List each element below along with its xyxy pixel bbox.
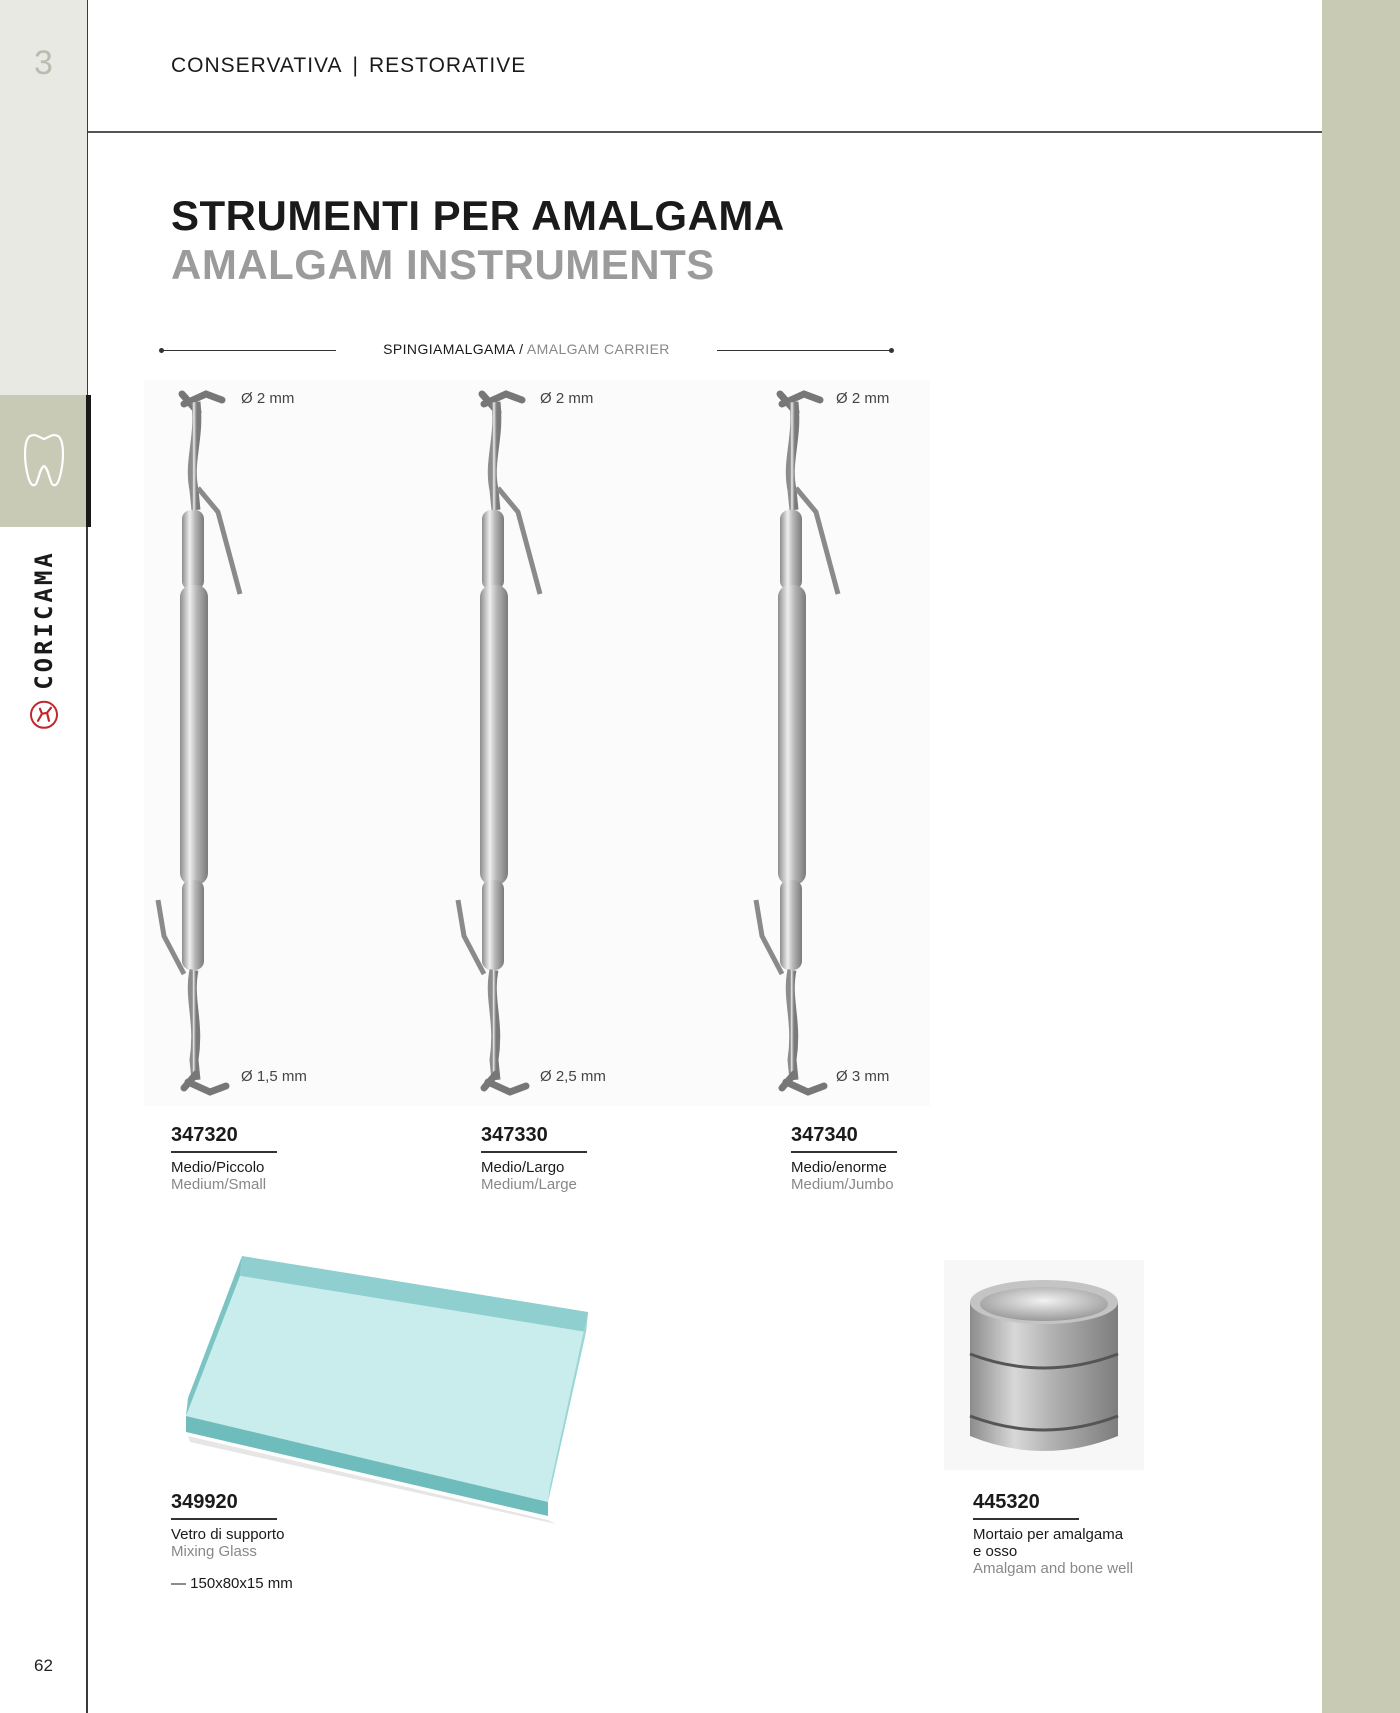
- section-heading: [336, 341, 717, 357]
- product-code: 445320: [973, 1491, 1040, 1513]
- diameter-top: Ø 2 mm: [540, 390, 594, 407]
- header-section-en: RESTORATIVE: [368, 54, 527, 77]
- diameter-bottom: Ø 3 mm: [836, 1068, 890, 1085]
- brand-name: CORICAMA: [30, 550, 58, 690]
- product-name-en: Mixing Glass: [171, 1543, 257, 1560]
- mortar-image-frame[interactable]: [944, 1260, 1144, 1470]
- section-heading-it: SPINGIAMALGAMA /: [383, 341, 524, 357]
- mixing-glass-image[interactable]: [176, 1248, 616, 1528]
- product-name-en: Amalgam and bone well: [973, 1560, 1134, 1577]
- section-rule-dot-right: [889, 348, 894, 353]
- product-name-en: Medium/Large: [481, 1176, 577, 1193]
- header-rule: [88, 131, 1322, 133]
- product-code: 347340: [791, 1124, 858, 1146]
- product-code-rule: [481, 1151, 587, 1153]
- page-title-it: STRUMENTI PER AMALGAMA: [171, 192, 785, 239]
- diameter-top: Ø 2 mm: [241, 390, 295, 407]
- tooth-icon: [22, 432, 66, 490]
- product-code: 347330: [481, 1124, 548, 1146]
- product-name-it-line2: e osso: [973, 1543, 1018, 1560]
- instrument-image-1[interactable]: [144, 380, 406, 1106]
- section-rule-left: [161, 350, 336, 351]
- amalgam-carrier-drawing: [444, 380, 706, 1106]
- brand-vertical: [29, 550, 59, 730]
- product-name-it: Vetro di supporto: [171, 1526, 285, 1543]
- amalgam-well-image: [944, 1260, 1144, 1470]
- chapter-number: 3: [34, 44, 53, 82]
- product-name-it: Medio/Largo: [481, 1159, 565, 1176]
- product-name-it: Medio/Piccolo: [171, 1159, 265, 1176]
- product-name-en: Medium/Small: [171, 1176, 267, 1193]
- page-title-en: AMALGAM INSTRUMENTS: [171, 241, 715, 288]
- header-section-it: CONSERVATIVA: [171, 54, 343, 77]
- product-code-rule: [791, 1151, 897, 1153]
- product-dimensions: — 150x80x15 mm: [171, 1575, 293, 1592]
- amalgam-carrier-drawing: [742, 380, 1004, 1106]
- instrument-image-2[interactable]: [444, 380, 706, 1106]
- product-code-rule: [973, 1518, 1079, 1520]
- section-heading-en: AMALGAM CARRIER: [523, 341, 670, 357]
- product-code-rule: [171, 1518, 277, 1520]
- running-header: [171, 54, 526, 78]
- product-code: 349920: [171, 1491, 238, 1513]
- section-rule-right: [717, 350, 892, 351]
- instrument-photo-panel: [144, 380, 930, 1106]
- product-name-en: Medium/Jumbo: [791, 1176, 894, 1193]
- diameter-top: Ø 2 mm: [836, 390, 890, 407]
- right-color-band: [1322, 0, 1400, 1713]
- product-name-it: Medio/enorme: [791, 1159, 887, 1176]
- coricama-logo-icon: [29, 700, 59, 730]
- diameter-bottom: Ø 1,5 mm: [241, 1068, 307, 1085]
- page-number: 62: [34, 1656, 53, 1675]
- product-name-it: Mortaio per amalgama: [973, 1526, 1124, 1543]
- product-code-rule: [171, 1151, 277, 1153]
- amalgam-carrier-drawing: [144, 380, 406, 1106]
- product-code: 347320: [171, 1124, 238, 1146]
- header-separator: |: [352, 54, 359, 77]
- instrument-image-3[interactable]: [742, 380, 1004, 1106]
- diameter-bottom: Ø 2,5 mm: [540, 1068, 606, 1085]
